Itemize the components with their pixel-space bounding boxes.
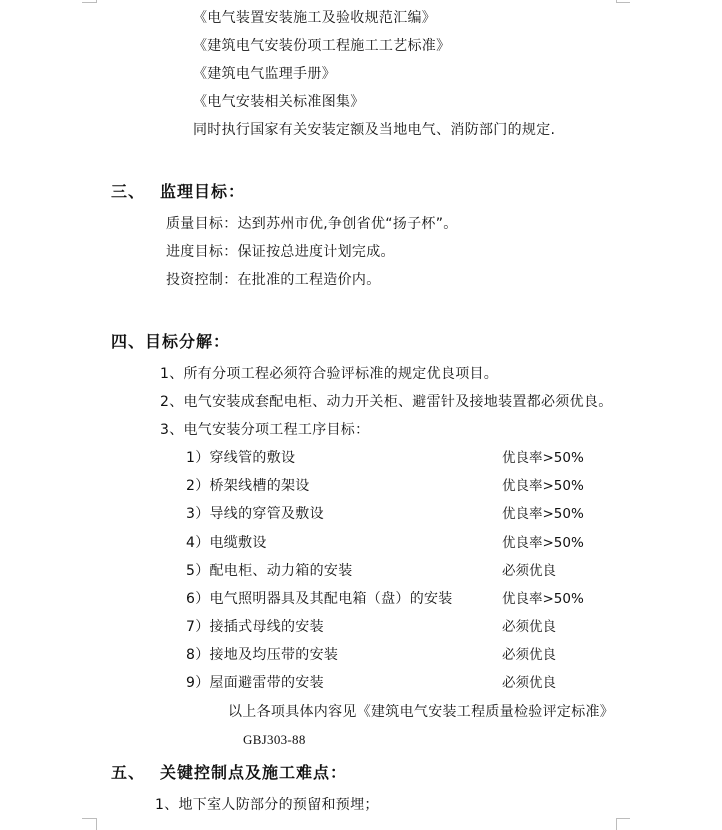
standard-item: 《电气安装相关标准图集》 — [193, 94, 365, 110]
crop-mark — [82, 818, 96, 819]
subitem-target: 优良率>50% — [502, 591, 584, 607]
subitem-target: 必须优良 — [502, 619, 556, 635]
subitem-target: 必须优良 — [502, 675, 556, 691]
subitem-target: 优良率>50% — [502, 450, 584, 466]
subitem-target: 必须优良 — [502, 563, 556, 579]
subitem-label: 3）导线的穿管及敷设 — [186, 506, 324, 522]
reference-code: GBJ303-88 — [243, 732, 306, 747]
goal-item: 进度目标：保证按总进度计划完成。 — [166, 244, 395, 260]
list-item: 3、电气安装分项工程工序目标： — [160, 422, 370, 438]
crop-mark — [96, 0, 97, 3]
standards-note: 同时执行国家有关安装定额及当地电气、消防部门的规定. — [193, 122, 556, 138]
subitem-label: 4）电缆敷设 — [186, 535, 267, 551]
subitem-label: 7）接插式母线的安装 — [186, 619, 324, 635]
subitem-label: 5）配电柜、动力箱的安装 — [186, 563, 353, 579]
subitem-label: 9）屋面避雷带的安装 — [186, 675, 324, 691]
crop-mark — [616, 818, 617, 830]
goal-item: 质量目标：达到苏州市优,争创省优“扬子杯”。 — [166, 216, 458, 232]
subitem-target: 优良率>50% — [502, 478, 584, 494]
section-number: 五、 — [111, 763, 146, 782]
subitem-label: 1）穿线管的敷设 — [186, 450, 296, 466]
goal-item: 投资控制：在批准的工程造价内。 — [166, 272, 381, 288]
subitem-label: 8）接地及均压带的安装 — [186, 647, 339, 663]
subitem-target: 优良率>50% — [502, 535, 584, 551]
subitem-label: 6）电气照明器具及其配电箱（盘）的安装 — [186, 591, 453, 607]
standard-item: 《建筑电气监理手册》 — [193, 66, 336, 82]
reference-note: 以上各项具体内容见《建筑电气安装工程质量检验评定标准》 — [228, 704, 615, 720]
section-title: 监理目标： — [160, 182, 246, 201]
subitem-target: 优良率>50% — [502, 506, 584, 522]
list-item: 1、地下室人防部分的预留和预埋； — [155, 797, 379, 813]
subitem-label: 2）桥架线槽的架设 — [186, 478, 310, 494]
crop-mark — [616, 2, 630, 3]
standard-item: 《电气装置安装施工及验收规范汇编》 — [193, 10, 437, 26]
crop-mark — [82, 2, 96, 3]
standard-item: 《建筑电气安装份项工程施工工艺标准》 — [193, 38, 451, 54]
crop-mark — [96, 818, 97, 830]
section-title: 四、目标分解： — [111, 332, 231, 351]
list-item: 2、电气安装成套配电柜、动力开关柜、避雷针及接地装置都必须优良。 — [160, 394, 613, 410]
section-number: 三、 — [111, 182, 146, 201]
list-item: 1、所有分项工程必须符合验评标准的规定优良项目。 — [160, 366, 499, 382]
subitem-target: 必须优良 — [502, 647, 556, 663]
crop-mark — [616, 818, 630, 819]
section-title: 关键控制点及施工难点： — [160, 763, 348, 782]
